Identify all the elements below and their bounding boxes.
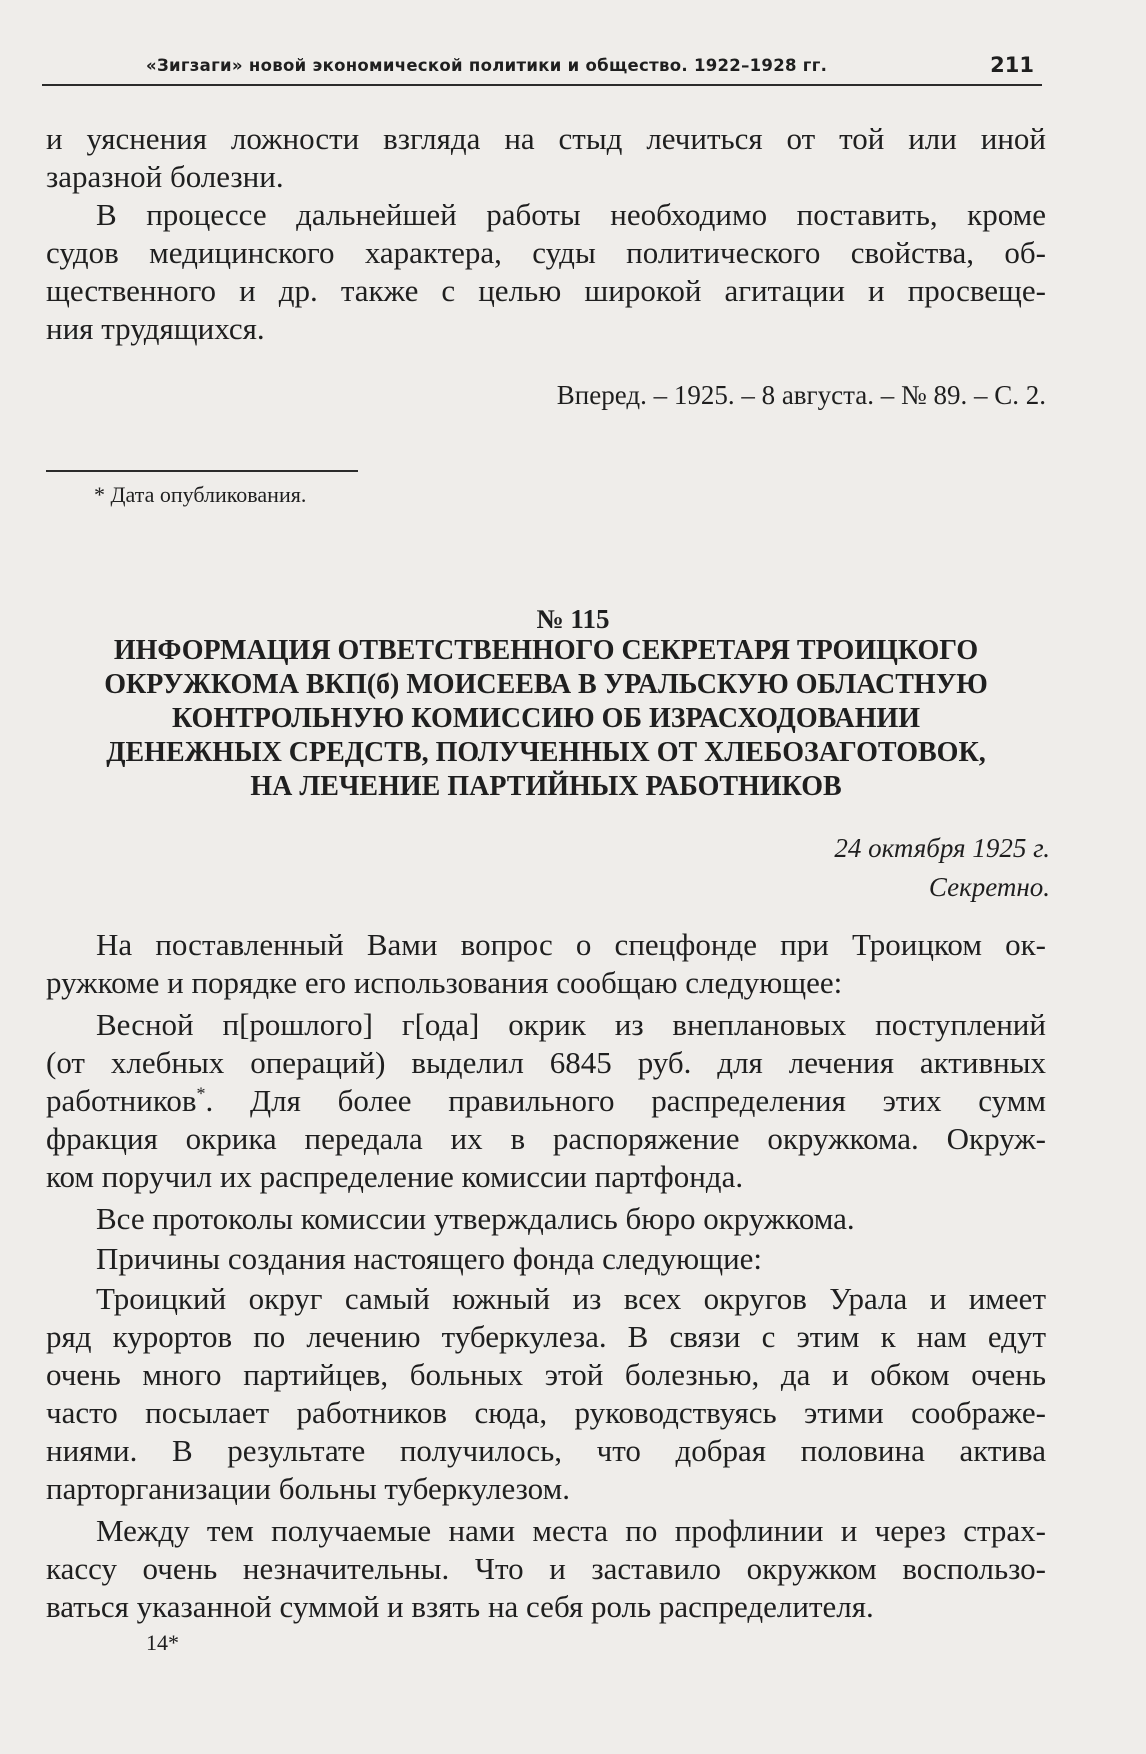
text-line: ниями. В результате получилось, что добрая половина актива <box>46 1433 1046 1468</box>
text-line: парторганизации больны туберкулезом. <box>46 1471 570 1506</box>
text-line: Троицкий округ самый южный из всех округов Урала и имеет <box>96 1281 1046 1316</box>
text-line: судов медицинского характера, суды политического свойства, об- <box>46 235 1046 270</box>
document-number: № 115 <box>536 604 610 634</box>
signature-mark: 14* <box>146 1630 179 1655</box>
text-line: фракция окрика передала их в распоряжение окружкома. Окруж- <box>46 1121 1046 1156</box>
source-citation: Вперед. – 1925. – 8 августа. – № 89. – С. 2. <box>556 380 1046 410</box>
text-line: и уяснения ложности взгляда на стыд лечиться от той или иной <box>46 121 1046 156</box>
footnote-divider <box>46 470 358 472</box>
title-line: ДЕНЕЖНЫХ СРЕДСТВ, ПОЛУЧЕННЫХ ОТ ХЛЕБОЗАГОТОВОК, <box>106 737 986 768</box>
text-line: Весной п[рошлого] г[ода] окрик из внеплановых поступлений <box>96 1007 1046 1042</box>
text-line: (от хлебных операций) выделил 6845 руб. для лечения активных <box>46 1045 1046 1080</box>
text-line <box>46 1082 1046 1120</box>
page-number: 211 <box>990 53 1034 77</box>
text-line: ваться указанной суммой и взять на себя роль распределителя. <box>46 1589 874 1624</box>
text-line: часто посылает работников сюда, руководствуясь этими соображе- <box>46 1395 1046 1430</box>
text-line: ряд курортов по лечению туберкулеза. В связи с этим к нам едут <box>46 1319 1046 1354</box>
document-date: 24 октября 1925 г. <box>834 833 1050 863</box>
title-line: ИНФОРМАЦИЯ ОТВЕТСТВЕННОГО СЕКРЕТАРЯ ТРОИЦКОГО <box>113 635 979 666</box>
title-line: НА ЛЕЧЕНИЕ ПАРТИЙНЫХ РАБОТНИКОВ <box>250 771 842 802</box>
secrecy-mark: Секретно. <box>928 872 1050 902</box>
text-line: очень много партийцев, больных этой болезнью, да и обком очень <box>46 1357 1046 1392</box>
running-head: «Зигзаги» новой экономической политики и общество. 1922–1928 гг. <box>146 56 828 75</box>
text-line: Все протоколы комиссии утверждались бюро окружкома. <box>96 1201 855 1236</box>
text-segment: работников <box>46 1083 197 1118</box>
text-segment: . Для более правильного распределения этих сумм <box>205 1083 1046 1118</box>
text-line: ком поручил их распределение комиссии партфонда. <box>46 1159 744 1194</box>
document-title <box>46 634 1046 804</box>
text-line: В процессе дальнейшей работы необходимо поставить, кроме <box>96 197 1046 232</box>
text-line: заразной болезни. <box>46 159 284 194</box>
text-line: Между тем получаемые нами места по профлинии и через страх- <box>96 1513 1046 1548</box>
title-line: КОНТРОЛЬНУЮ КОМИССИЮ ОБ ИЗРАСХОДОВАНИИ <box>171 703 921 734</box>
title-line: ОКРУЖКОМА ВКП(б) МОИСЕЕВА В УРАЛЬСКУЮ ОБЛАСТНУЮ <box>104 669 988 700</box>
text-line: Причины создания настоящего фонда следующие: <box>96 1241 763 1276</box>
footnote: * Дата опубликования. <box>94 482 307 507</box>
continuation-text <box>46 120 1046 348</box>
text-line: щественного и др. также с целью широкой агитации и просвеще- <box>46 273 1046 308</box>
text-line: ния трудящихся. <box>46 311 265 346</box>
text-line: кассу очень незначительны. Что и заставило окружком воспользо- <box>46 1551 1046 1586</box>
footnote-marker: * <box>196 1083 206 1104</box>
text-line: ружкоме и порядке его использования сообщаю следующее: <box>46 965 843 1000</box>
page-header <box>42 53 1042 86</box>
document-body <box>46 926 1046 1626</box>
text-line: На поставленный Вами вопрос о спецфонде при Троицком ок- <box>96 927 1046 962</box>
